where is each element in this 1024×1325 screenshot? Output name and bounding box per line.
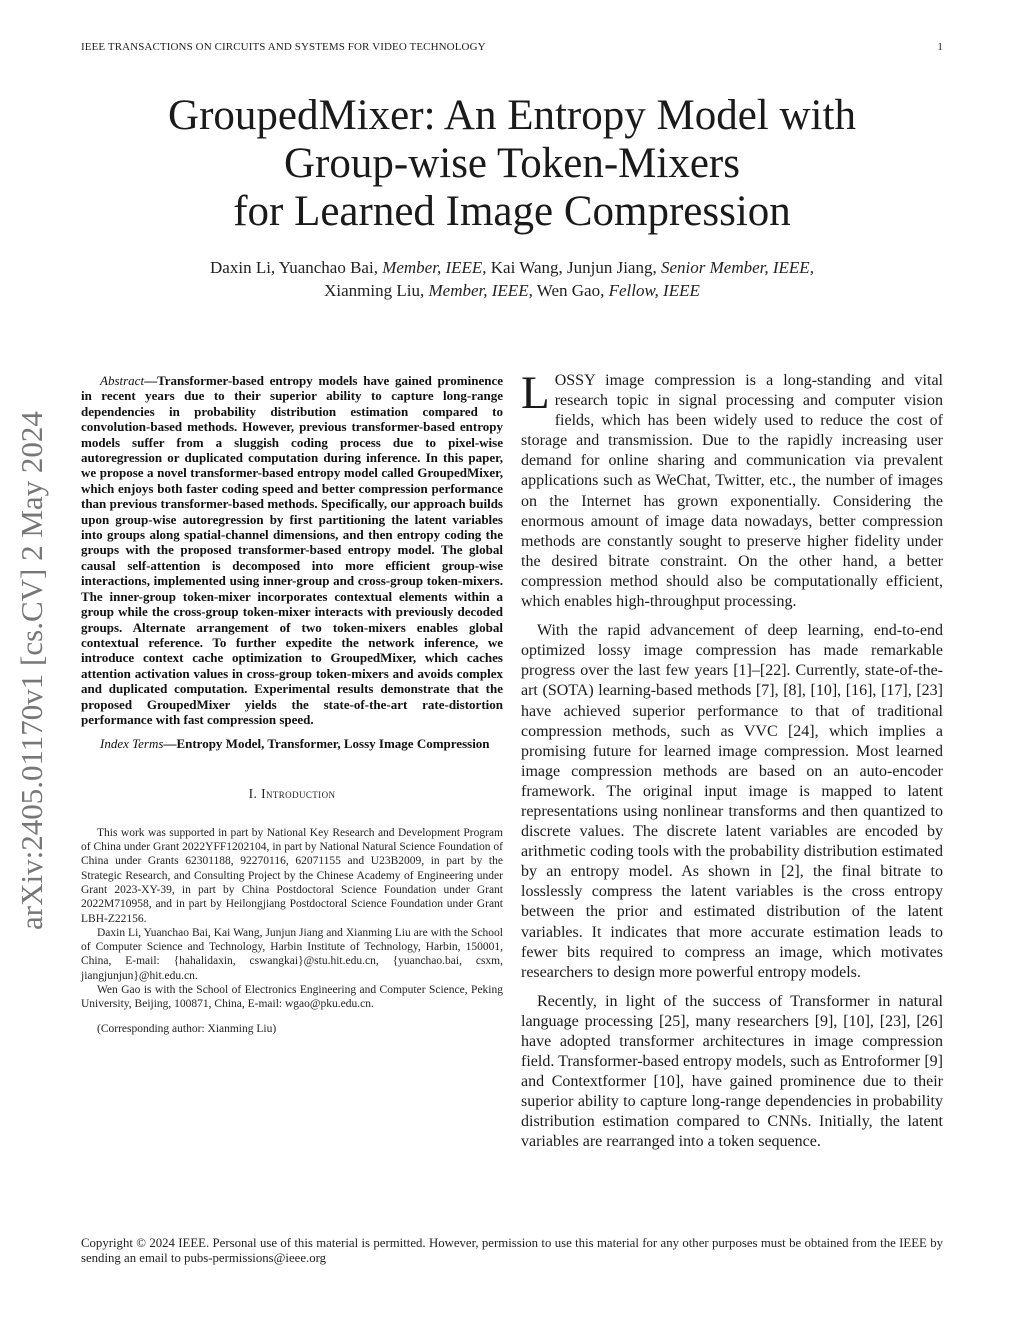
section-title: Introduction bbox=[261, 785, 336, 801]
author-role: Member, IEEE, bbox=[382, 258, 487, 277]
index-terms-text: —Entropy Model, Transformer, Lossy Image Compression bbox=[163, 736, 490, 752]
dropcap: L bbox=[521, 367, 550, 419]
author-names: Daxin Li, Yuanchao Bai, bbox=[210, 258, 383, 277]
copyright-notice: Copyright © 2024 IEEE. Personal use of this material is permitted. However, permission to use this material for any other purposes must be obtained from the IEEE by sending an email to pubs-permissions@ieee.org bbox=[81, 1236, 943, 1265]
author-line bbox=[90, 256, 934, 279]
author-names: Wen Gao, bbox=[532, 281, 609, 300]
smallcaps-lead: OSSY bbox=[554, 372, 596, 389]
abstract-label: Abstract bbox=[100, 373, 145, 388]
running-header: IEEE TRANSACTIONS ON CIRCUITS AND SYSTEMS FOR VIDEO TECHNOLOGY bbox=[81, 41, 486, 53]
author-names: Kai Wang, Junjun Jiang, bbox=[486, 258, 661, 277]
author-line bbox=[90, 279, 934, 302]
abstract bbox=[81, 373, 503, 727]
title-line: Group-wise Token-Mixers bbox=[284, 140, 740, 187]
index-terms-label: Index Terms bbox=[100, 736, 164, 752]
title-line: GroupedMixer: An Entropy Model with bbox=[168, 92, 856, 139]
paragraph bbox=[521, 367, 943, 612]
paragraph: Recently, in light of the success of Transformer in natural language processing [25], many researchers [9], [10], [23], [26] have adopted transformer architectures in image compression field. Transformer-based entropy models, such as Entroformer [9] and Contextformer [10], have gained prominence due to their superior ability to capture long-range dependencies in probability distribution estimation compared to CNNs. Initially, the latent variables are rearranged into a token sequence. bbox=[521, 992, 943, 1151]
author-list bbox=[90, 256, 934, 302]
section-number: I. bbox=[248, 785, 262, 801]
page-number: 1 bbox=[937, 41, 943, 53]
right-column bbox=[521, 367, 943, 1153]
author-role: Member, IEEE, bbox=[428, 281, 533, 300]
footnote-affiliation: Wen Gao is with the School of Electronics Engineering and Computer Science, Peking University, Beijing, 100871, China, E-mail: wgao@pku.edu.cn. bbox=[81, 984, 503, 1011]
paper-title bbox=[100, 92, 924, 236]
paragraph-text: image compression is a long-standing and vital research topic in signal processing and computer vision fields, which has been widely used to reduce the cost of storage and transmission. Due to the rapidly increasing user demand for online sharing and communication via prevalent applications such as WeChat, Twitter, etc., the number of images on the Internet has grown exponentially. Considering the enormous amount of image data nowadays, better compression methods are constantly sought to preserve higher fidelity under the desired bitrate constraint. On the other hand, a better compression method should also be computationally efficient, which enables high-throughput processing. bbox=[521, 372, 943, 611]
paragraph: With the rapid advancement of deep learning, end-to-end optimized lossy image compression has made remarkable progress over the last few years [1]–[22]. Currently, state-of-the-art (SOTA) learning-based methods [7], [8], [10], [16], [17], [23] have achieved superior performance to that of traditional compression methods, such as VVC [24], which implies a promising future for learned image compression. Most learned image compression methods are based on an auto-encoder framework. The original input image is mapped to latent representations using nonlinear transforms and then quantized to discrete values. The discrete latent variables are encoded by arithmetic coding tools with the probability distribution estimated by an entropy model. As shown in [2], the final bitrate to losslessly compress the latent variables is the cross entropy between the prior and estimated distribution of the latent variables. It indicates that more accurate estimation leads to fewer bits required to compress an image, which motivates researchers to design more powerful entropy models. bbox=[521, 622, 943, 981]
author-role: Senior Member, IEEE, bbox=[660, 258, 814, 277]
footnote-funding: This work was supported in part by National Key Research and Development Program of China under Grant 2022YFF1202104, in part by National Natural Science Foundation of China under Grants 62301188, 92270116, 62071155 and U23B2009, in part by the Strategic Research, and Consulting Project by the Chinese Academy of Engineering under Grant 2023-XY-39, in part by China Postdoctoral Science Foundation under Grant 2022M710958, and in part by Heilongjiang Postdoctoral Science Foundation under Grant LBH-Z22156. bbox=[81, 826, 503, 925]
section-heading bbox=[81, 786, 503, 802]
author-names: Xianming Liu, bbox=[324, 281, 429, 300]
abstract-text: —Transformer-based entropy models have gained prominence in recent years due to their superior ability to capture long-range dependencies in probability distribution estimation compared to convolution-based methods. However, previous transformer-based entropy models suffer from a sluggish coding process due to pixel-wise autoregression or duplicated computation during inference. In this paper, we propose a novel transformer-based entropy model called GroupedMixer, which enjoys both faster coding speed and better compression performance than previous transformer-based methods. Specifically, our approach builds upon group-wise autoregression by first partitioning the latent variables into groups along spatial-channel dimensions, and then entropy coding the groups with the proposed transformer-based entropy model. The global causal self-attention is decomposed into more efficient group-wise interactions, implemented using inner-group and cross-group token-mixers. The inner-group token-mixer incorporates contextual elements within a group while the cross-group token-mixer interacts with previously decoded groups. Alternate arrangement of two token-mixers enables global contextual reference. To further expedite the network inference, we introduce context cache optimization to GroupedMixer, which caches attention activation values in cross-group token-mixers and avoids complex and duplicated computation. Experimental results demonstrate that the proposed GroupedMixer yields the state-of-the-art rate-distortion performance with fast compression speed. bbox=[81, 373, 503, 727]
footnote-affiliation: Daxin Li, Yuanchao Bai, Kai Wang, Junjun Jiang and Xianming Liu are with the School of Computer Science and Technology, Harbin Institute of Technology, Harbin, 150001, China, E-mail: {hahalidaxin, cswangkai}@stu.hit.edu.cn, {yuanchao.bai, csxm, jiangjunjun}@hit.edu.cn. bbox=[81, 926, 503, 982]
title-line: for Learned Image Compression bbox=[233, 188, 791, 235]
arxiv-stamp: arXiv:2405.01170v1 [cs.CV] 2 May 2024 bbox=[14, 411, 49, 930]
author-role: Fellow, IEEE bbox=[608, 281, 700, 300]
left-column bbox=[81, 373, 503, 1036]
footnote-corresponding: (Corresponding author: Xianming Liu) bbox=[97, 1022, 277, 1035]
index-terms bbox=[81, 736, 503, 751]
footnotes bbox=[81, 826, 503, 1036]
introduction-body bbox=[521, 367, 943, 1153]
